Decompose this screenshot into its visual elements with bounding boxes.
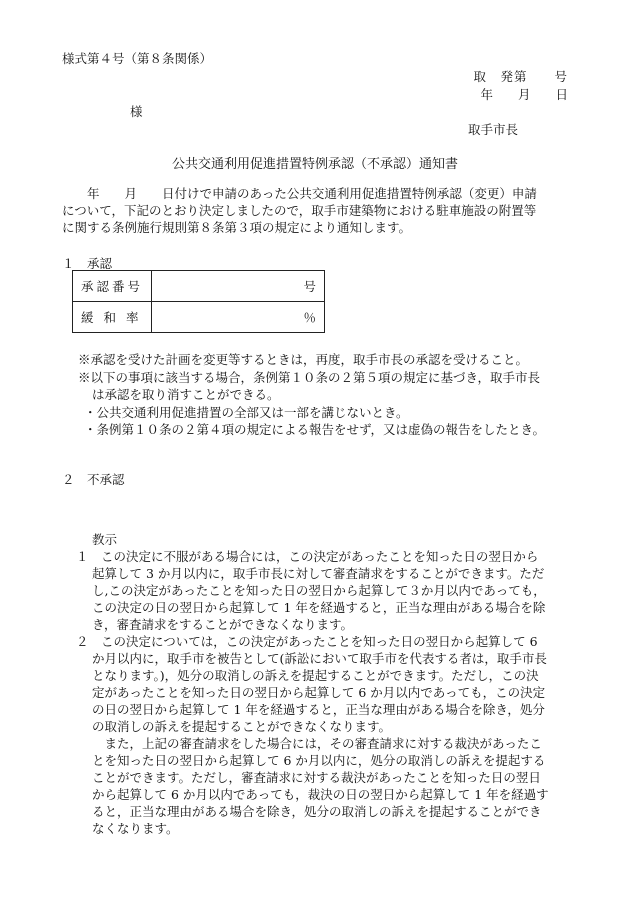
sender: 取手市長 xyxy=(467,122,518,137)
instruction-heading: 教示 xyxy=(92,532,118,547)
instruction-line: し,この決定があったことを知った日の翌日から起算して３か月以内であっても， xyxy=(92,583,546,598)
form-number: 様式第４号（第８条関係） xyxy=(62,51,213,66)
instruction-line: また，上記の審査請求をした場合には，その審査請求に対する裁決があったこ xyxy=(92,736,542,751)
note-bullet: ・条例第１０条の２第４項の規定による報告をせず，又は虚偽の報告をしたとき。 xyxy=(84,422,546,437)
note-item: ※承認を受けた計画を変更等するときは，再度，取手市長の承認を受けること。 xyxy=(78,352,529,367)
section-disapproval-heading: ２ 不承認 xyxy=(62,472,125,487)
instruction-line: の取消しの訴えを提起することができなくなります。 xyxy=(92,719,392,734)
section-approval-heading: １ 承認 xyxy=(62,256,113,271)
body-paragraph xyxy=(62,185,577,236)
body-line: に関する条例施行規則第８条第３項の規定により通知します。 xyxy=(62,220,412,235)
relief-rate-value: ％ xyxy=(152,302,325,333)
instruction-line: この決定の日の翌日から起算して 1 年を経過すると，正当な理由がある場合を除 xyxy=(92,600,546,615)
instruction-line: とを知った日の翌日から起算して 6 か月以内に，処分の取消しの訴えを提起する xyxy=(92,753,546,768)
document-number: 取 発第 号 xyxy=(473,69,568,84)
instruction-text xyxy=(76,548,576,837)
addressee: 様 xyxy=(130,104,143,119)
approval-number-label: 承認番号 xyxy=(73,271,152,302)
instruction-line: となります。)，処分の取消しの訴えを提起することができます。ただし，この決 xyxy=(92,668,539,683)
note-item: ※以下の事項に該当する場合，条例第１０条の２第５項の規定に基づき，取手市長 xyxy=(78,369,541,385)
instruction-line: ると，正当な理由がある場合を除き，処分の取消しの訴えを提起することができ xyxy=(92,804,542,819)
document-title: 公共交通利用促進措置特例承認（不承認）通知書 xyxy=(171,157,458,172)
instruction-line: ことができます。ただし，審査請求に対する裁決があったことを知った日の翌日 xyxy=(92,770,541,785)
body-line: について，下記のとおり決定しましたので，取手市建築物における駐車施設の附置等 xyxy=(62,203,537,218)
instruction-line: ２ この決定については，この決定があったことを知った日の翌日から起算して 6 xyxy=(76,634,538,649)
table-row xyxy=(73,302,325,333)
table-row xyxy=(73,271,325,302)
instruction-line: か月以内に，取手市を被告として(訴訟において取手市を代表する者は，取手市長 xyxy=(92,651,547,666)
approval-notes xyxy=(78,351,583,439)
note-bullet: ・公共交通利用促進措置の全部又は一部を講じないとき。 xyxy=(84,404,409,420)
approval-table xyxy=(72,270,325,333)
instruction-line: の日の翌日から起算して 1 年を経過すると，正当な理由がある場合を除き，処分 xyxy=(92,702,545,717)
instruction-line: 定があったことを知った日の翌日から起算して 6 か月以内であっても，この決定 xyxy=(92,685,546,700)
instruction-line: から起算して 6 か月以内であっても，裁決の日の翌日から起算して 1 年を経過す xyxy=(92,787,549,802)
relief-rate-label: 緩 和 率 xyxy=(73,302,152,333)
approval-number-value: 号 xyxy=(152,271,325,302)
note-item: は承認を取り消すことができる。 xyxy=(92,387,280,402)
issue-date: 年 月 日 xyxy=(480,87,568,102)
instruction-line: なくなります。 xyxy=(92,821,179,836)
instruction-line: き，審査請求をすることができなくなります。 xyxy=(92,617,354,632)
body-line: 年 月 日付けで申請のあった公共交通利用促進措置特例承認（変更）申請 xyxy=(62,186,537,201)
instruction-line: 起算して 3 か月以内に，取手市長に対して審査請求をすることができます。ただ xyxy=(92,566,545,581)
instruction-line: １ この決定に不服がある場合には，この決定があったことを知った日の翌日から xyxy=(76,549,539,564)
